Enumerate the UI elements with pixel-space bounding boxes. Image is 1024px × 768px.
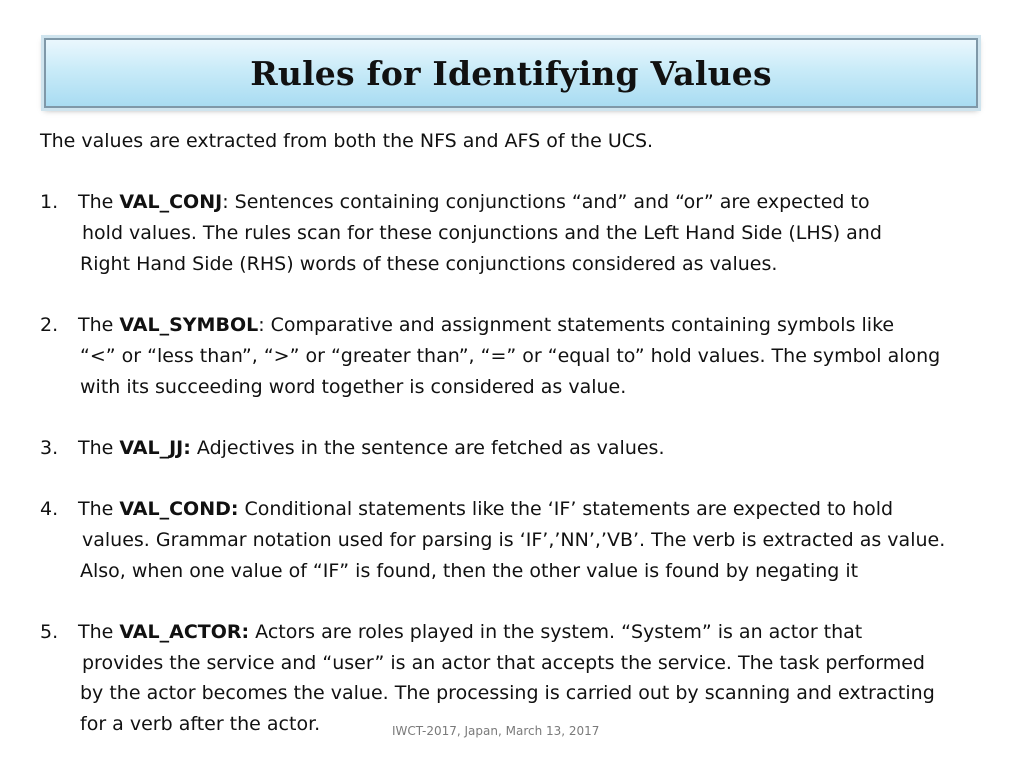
rule-item-1-line-1 [40, 187, 1010, 218]
slide-footer: IWCT-2017, Japan, March 13, 2017 [392, 724, 600, 738]
rule-item-2-line-1 [40, 310, 1010, 341]
rule-lead: The [78, 191, 120, 214]
spacer [40, 157, 1010, 188]
rule-lead: The [78, 436, 120, 459]
rule-item-1-line-2: hold values. The rules scan for these conjunctions and the Left Hand Side (LHS) and [82, 222, 882, 245]
rule-text: Adjectives in the sentence are fetched as values. [190, 436, 665, 459]
title-banner [44, 38, 978, 108]
rule-number: 2. [40, 314, 59, 337]
rule-lead: The [78, 621, 120, 643]
rule-item-2-line-2: “<” or “less than”, “>” or “greater than”, “=” or “equal to” hold values. The symbol along [80, 344, 941, 367]
rule-item-4-line-3: Also, when one value of “IF” is found, then the other value is found by negating it [80, 559, 859, 582]
rule-number: 4. [40, 498, 59, 521]
rule-item-5-line-3: by the actor becomes the value. The processing is carried out by scanning and extracting [80, 682, 935, 705]
spacer [40, 402, 1010, 433]
rule-item-2-line-3: with its succeeding word together is considered as value. [80, 375, 627, 398]
rule-item-3-line-1 [40, 433, 1010, 464]
rule-term: VAL_JJ: [119, 436, 191, 459]
rule-item-5-line-2: provides the service and “user” is an actor that accepts the service. The task performed [82, 651, 925, 674]
rule-number: 5. [40, 621, 59, 643]
spacer [40, 279, 1010, 310]
spacer [40, 586, 1010, 617]
rule-term: VAL_CONJ [119, 191, 223, 214]
rule-item-4-line-2: values. Grammar notation used for parsing is ‘IF’,’NN’,’VB’. The verb is extracted as value. [82, 528, 946, 551]
spacer [40, 464, 1010, 495]
rule-text: Conditional statements like the ‘IF’ statements are expected to hold [238, 498, 894, 521]
rule-number: 1. [40, 191, 59, 214]
rule-item-4-line-1 [40, 494, 1010, 525]
rule-term: VAL_SYMBOL [119, 314, 259, 337]
rule-number: 3. [40, 436, 59, 459]
rule-text: Actors are roles played in the system. “System” is an actor that [249, 621, 863, 643]
rule-lead: The [78, 498, 120, 521]
rule-term: VAL_COND: [119, 498, 239, 521]
slide-body [40, 126, 1010, 740]
rule-item-1-line-3: Right Hand Side (RHS) words of these conjunctions considered as values. [80, 252, 778, 275]
rule-text: : Sentences containing conjunctions “and” and “or” are expected to [222, 191, 870, 214]
rule-item-5-line-4: for a verb after the actor. [80, 713, 321, 736]
rule-item-5-line-1 [40, 617, 1010, 648]
rule-lead: The [78, 314, 120, 337]
rule-text: : Comparative and assignment statements containing symbols like [258, 314, 895, 337]
intro-text: The values are extracted from both the NFS and AFS of the UCS. [40, 130, 654, 152]
slide-title: Rules for Identifying Values [250, 53, 772, 93]
rule-term: VAL_ACTOR: [119, 621, 250, 643]
